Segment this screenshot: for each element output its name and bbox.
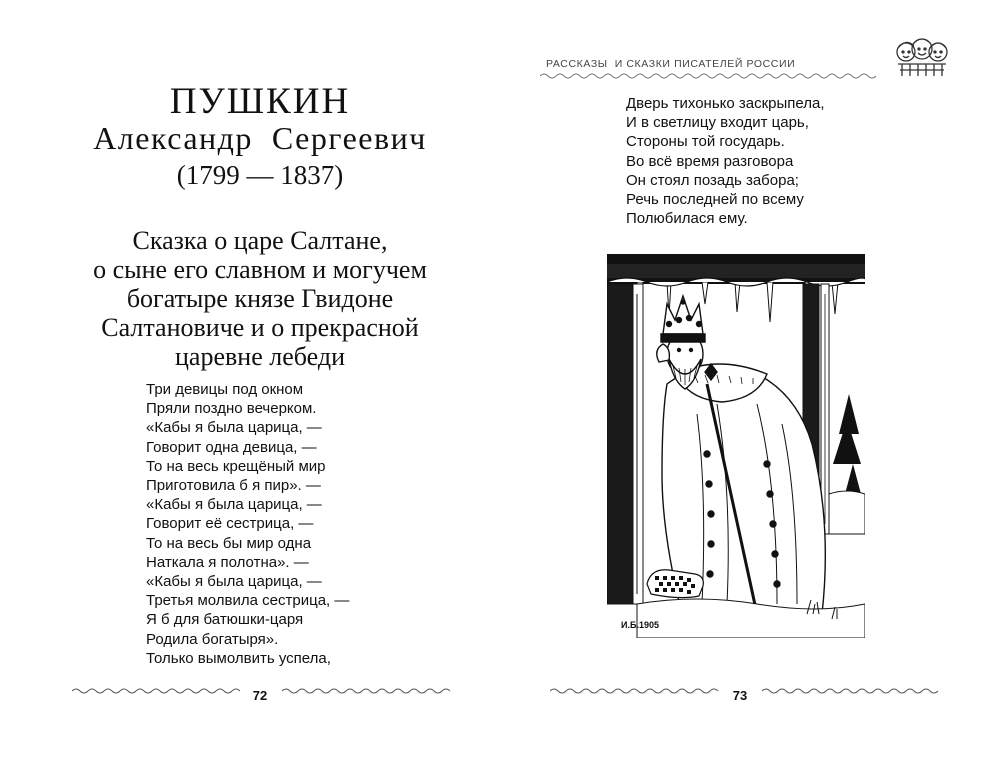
author-years: (1799 — 1837)	[176, 160, 344, 190]
author-surname: ПУШКИН	[169, 81, 351, 122]
tale-title-line: о сыне его славном и могучем	[93, 255, 427, 284]
poem-line: И в светлицу входит царь,	[626, 114, 809, 132]
poem-line: Приготовила б я пир». —	[146, 477, 321, 495]
footer-wave-right-2	[762, 686, 942, 696]
poem-line: Я б для батюшки-царя	[146, 611, 304, 629]
poem-line: Он стоял позадь забора;	[626, 171, 799, 189]
poem-line: Речь последней по всему	[626, 191, 804, 209]
poem-line: Дверь тихонько заскрыпела,	[626, 95, 825, 112]
poem-line: Пряли поздно вечерком.	[146, 400, 317, 418]
header-wave	[540, 72, 880, 80]
author-name: Александр Сергеевич	[93, 120, 427, 156]
tsar-illustration	[607, 254, 865, 638]
tale-title-line: Салтановиче и о прекрасной	[101, 313, 419, 342]
tale-title	[0, 226, 520, 371]
poem-left	[146, 380, 349, 668]
poem-line: Говорит её сестрица, —	[146, 515, 314, 533]
poem-line: Наткала я полотна». —	[146, 553, 309, 571]
mitten-icon	[647, 570, 703, 598]
poem-line: Три девицы под окном	[146, 381, 304, 398]
poem-line: То на весь бы мир одна	[146, 534, 312, 552]
poem-line: То на весь крещёный мир	[146, 457, 326, 475]
poem-line: Говорит одна девица, —	[146, 438, 317, 456]
poem-line: Во всё время разговора	[626, 152, 794, 170]
poem-line: Родила богатыря».	[146, 630, 279, 648]
poem-line: «Кабы я была царица, —	[146, 419, 322, 437]
tale-title-line: царевне лебеди	[175, 342, 345, 371]
poem-line: Стороны той государь.	[626, 133, 785, 151]
poem-line: «Кабы я была царица, —	[146, 496, 322, 514]
footer-wave-left-2	[282, 686, 452, 696]
tale-title-line: богатыре князе Гвидоне	[126, 284, 394, 313]
poem-line: «Кабы я была царица, —	[146, 573, 322, 591]
tale-title-line: Сказка о царе Салтане,	[132, 226, 388, 255]
poem-right	[626, 94, 825, 228]
poem-line: Только вымолвить успела,	[146, 649, 331, 667]
poem-line: Третья молвила сестрица, —	[146, 592, 350, 610]
poem-line: Полюбилася ему.	[626, 210, 748, 228]
footer-wave-left	[72, 686, 242, 696]
illustration-signature: И.Б.1905	[621, 620, 659, 630]
roof-beam	[607, 254, 865, 284]
page-number-left: 72	[252, 688, 268, 703]
page-number-right: 73	[732, 688, 748, 703]
footer-wave-right	[550, 686, 725, 696]
children-faces-logo-icon	[894, 36, 950, 78]
right-page	[500, 0, 1000, 758]
running-head: РАССКАЗЫ И СКАЗКИ ПИСАТЕЛЕЙ РОССИИ	[546, 58, 796, 70]
